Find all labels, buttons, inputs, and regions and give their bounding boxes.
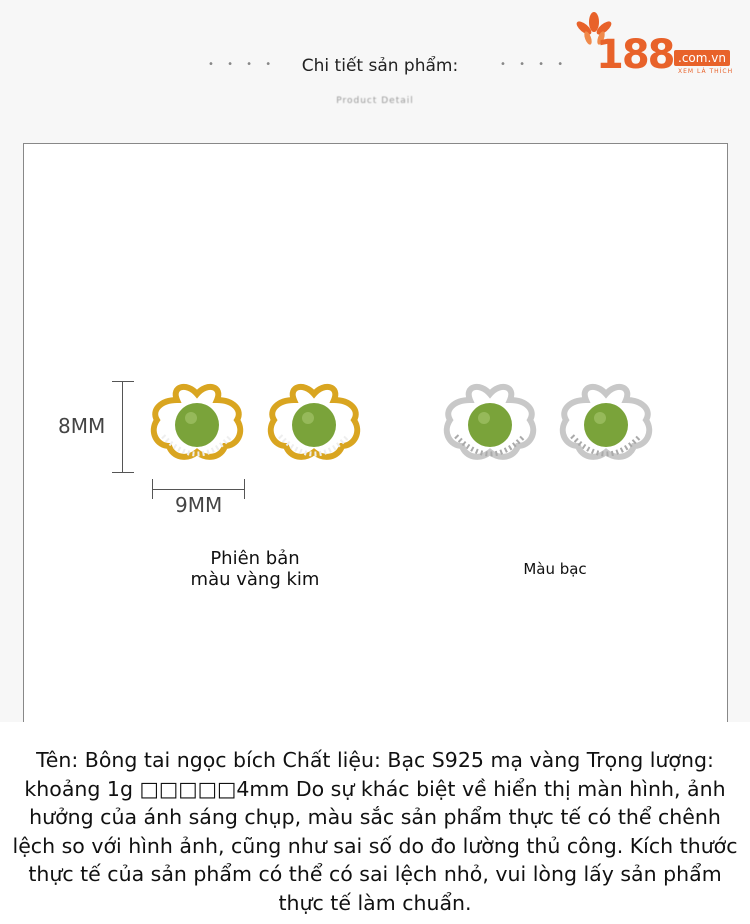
section-title: Chi tiết sản phẩm: [301, 56, 459, 76]
gold-earring-left [147, 380, 247, 470]
description-text: Tên: Bông tai ngọc bích Chất liệu: Bạc S925 mạ vàng Trọng lượng: khoảng 1g □□□□□4mm Do sự khác biệt về hiển thị màn hình, ảnh hưởng của ánh sáng chụp, màu sắc sản phẩm thực tế có thể chênh lệch so với hình ảnh, cũng như sai số do đo lường thủ công. Kích thước thực tế của sản phẩm có thể có sai lệch nhỏ, vui lòng lấy sản phẩm thực tế làm chuẩn. [12, 748, 738, 915]
dimension-line-vertical [122, 381, 123, 473]
gold-earring-right [264, 380, 364, 470]
decorative-dots-left: • • • • [208, 59, 277, 70]
dimension-line-horizontal [152, 489, 245, 490]
dimension-tick [112, 381, 134, 382]
logo-number: 188 [596, 32, 674, 78]
variant-label-gold [165, 548, 345, 590]
variant-label-gold-line1: Phiên bản [210, 548, 300, 569]
variant-label-gold-line2: màu vàng kim [190, 569, 320, 590]
height-label: 8MM [58, 414, 106, 438]
dimension-tick [244, 479, 245, 499]
dimension-tick [112, 472, 134, 473]
variant-label-silver: Màu bạc [523, 560, 587, 578]
silver-earring-left [440, 380, 540, 470]
brand-logo [574, 12, 746, 82]
decorative-dots-right: • • • • [500, 59, 569, 70]
dimension-tick [152, 479, 153, 499]
logo-tagline: XEM LÀ THÍCH [678, 68, 734, 75]
width-label: 9MM [175, 493, 223, 517]
product-description [0, 722, 750, 924]
logo-domain: .com.vn [674, 50, 730, 66]
section-subtitle: Product Detail [336, 96, 414, 106]
silver-earring-right [556, 380, 656, 470]
